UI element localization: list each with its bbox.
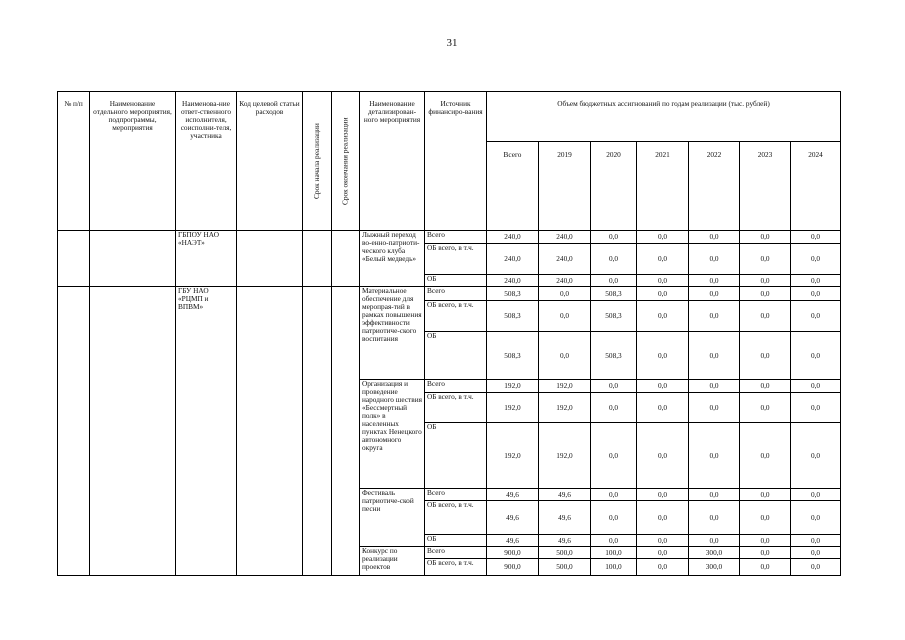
- cell-value: 0,0: [689, 380, 740, 393]
- cell-event: Материальное обеспечение для меропрая-тий в рамках повышения эффективности патриотиче-ского воспитания: [360, 287, 425, 380]
- cell-value: 0,0: [689, 275, 740, 287]
- cell-source: Всего: [425, 287, 487, 301]
- cell-source: ОБ всего, в т.ч.: [425, 559, 487, 576]
- cell-value: 0,0: [591, 489, 637, 501]
- cell-value: 0,0: [591, 501, 637, 535]
- cell-value: 0,0: [740, 535, 791, 547]
- cell-value: 192,0: [487, 393, 539, 423]
- cell-event: Лыжный переход во-енно-патриоти-ческого клуба «Белый медведь»: [360, 231, 425, 287]
- cell-value: 0,0: [740, 231, 791, 244]
- cell-value: 0,0: [740, 501, 791, 535]
- cell-value: 0,0: [689, 244, 740, 275]
- cell-value: 0,0: [591, 275, 637, 287]
- cell-value: 0,0: [740, 275, 791, 287]
- header-end: [332, 92, 360, 231]
- cell-source: Всего: [425, 380, 487, 393]
- cell-value: 49,6: [539, 501, 591, 535]
- cell-value: 0,0: [689, 501, 740, 535]
- cell-value: 0,0: [791, 380, 841, 393]
- cell-value: 0,0: [791, 547, 841, 559]
- cell-value: 0,0: [791, 489, 841, 501]
- cell-value: 49,6: [539, 535, 591, 547]
- cell-value: 0,0: [791, 332, 841, 380]
- cell-source: ОБ всего, в т.ч.: [425, 301, 487, 332]
- cell-value: 0,0: [637, 287, 689, 301]
- cell-value: 192,0: [539, 393, 591, 423]
- cell-end: [332, 287, 360, 576]
- table-row: [58, 287, 841, 301]
- cell-value: 0,0: [637, 393, 689, 423]
- cell-number: [58, 287, 90, 576]
- cell-value: 500,0: [539, 547, 591, 559]
- header-budget: Объем бюджетных ассигнований по годам реализации (тыс. рублей): [487, 92, 841, 142]
- cell-value: 508,3: [591, 332, 637, 380]
- cell-value: 0,0: [791, 244, 841, 275]
- header-end-label: Срок окончания реализации: [340, 117, 350, 205]
- cell-value: 0,0: [637, 275, 689, 287]
- cell-number: [58, 231, 90, 287]
- header-year-2022: 2022: [689, 142, 740, 231]
- header-year-2023: 2023: [740, 142, 791, 231]
- cell-source: Всего: [425, 231, 487, 244]
- header-code: Код целевой статьи расходов: [237, 92, 303, 231]
- cell-value: 0,0: [791, 275, 841, 287]
- cell-value: 0,0: [791, 423, 841, 489]
- cell-value: 192,0: [539, 380, 591, 393]
- header-row: [58, 92, 841, 142]
- cell-source: ОБ: [425, 535, 487, 547]
- cell-value: 240,0: [539, 244, 591, 275]
- cell-value: 49,6: [487, 501, 539, 535]
- cell-value: 0,0: [637, 423, 689, 489]
- cell-executor: ГБУ НАО «РЦМП и ВПВМ»: [176, 287, 237, 576]
- cell-value: 508,3: [487, 332, 539, 380]
- cell-value: 0,0: [791, 393, 841, 423]
- cell-executor: ГБПОУ НАО «НАЭТ»: [176, 231, 237, 287]
- table-row: [58, 231, 841, 244]
- cell-end: [332, 231, 360, 287]
- cell-value: 300,0: [689, 559, 740, 576]
- header-event: Наименование детализирован-ного мероприятия: [360, 92, 425, 231]
- cell-value: 0,0: [591, 244, 637, 275]
- cell-value: 0,0: [740, 393, 791, 423]
- cell-value: 0,0: [637, 535, 689, 547]
- cell-source: ОБ всего, в т.ч.: [425, 393, 487, 423]
- cell-value: 100,0: [591, 559, 637, 576]
- cell-value: 900,0: [487, 547, 539, 559]
- page-number: 31: [446, 37, 458, 49]
- cell-value: 100,0: [591, 547, 637, 559]
- cell-value: 0,0: [689, 231, 740, 244]
- cell-value: 192,0: [539, 423, 591, 489]
- cell-value: 240,0: [539, 231, 591, 244]
- cell-value: 0,0: [637, 301, 689, 332]
- header-number: № п/п: [58, 92, 90, 231]
- cell-event: Организация и проведение народного шествия «Бессмертный полк» в населенных пунктах Ненецкого автономного округа: [360, 380, 425, 489]
- cell-value: 0,0: [539, 332, 591, 380]
- cell-value: 0,0: [791, 287, 841, 301]
- cell-code: [237, 287, 303, 576]
- cell-value: 49,6: [539, 489, 591, 501]
- cell-name: [90, 231, 176, 287]
- cell-source: ОБ: [425, 275, 487, 287]
- cell-value: 192,0: [487, 380, 539, 393]
- header-executor: Наименова-ние ответ-ственного исполнителя, соисполни-теля, участника: [176, 92, 237, 231]
- cell-value: 0,0: [637, 332, 689, 380]
- header-year-2020: 2020: [591, 142, 637, 231]
- cell-value: 0,0: [740, 244, 791, 275]
- header-year-2019: 2019: [539, 142, 591, 231]
- cell-value: 0,0: [740, 332, 791, 380]
- cell-value: 0,0: [689, 535, 740, 547]
- cell-source: ОБ: [425, 332, 487, 380]
- cell-value: 0,0: [637, 489, 689, 501]
- cell-value: 0,0: [740, 547, 791, 559]
- cell-value: 0,0: [791, 559, 841, 576]
- cell-code: [237, 231, 303, 287]
- cell-start: [303, 231, 332, 287]
- cell-value: 0,0: [539, 287, 591, 301]
- cell-name: [90, 287, 176, 576]
- cell-source: ОБ всего, в т.ч.: [425, 501, 487, 535]
- cell-value: 0,0: [791, 231, 841, 244]
- cell-value: 0,0: [740, 301, 791, 332]
- cell-source: ОБ всего, в т.ч.: [425, 244, 487, 275]
- header-name: Наименование отдельного мероприятия, подпрограммы, мероприятия: [90, 92, 176, 231]
- cell-value: 0,0: [637, 547, 689, 559]
- cell-source: ОБ: [425, 423, 487, 489]
- cell-value: 508,3: [591, 287, 637, 301]
- header-year-2021: 2021: [637, 142, 689, 231]
- cell-value: 0,0: [740, 287, 791, 301]
- cell-value: 49,6: [487, 489, 539, 501]
- cell-value: 508,3: [487, 287, 539, 301]
- cell-value: 240,0: [539, 275, 591, 287]
- cell-value: 192,0: [487, 423, 539, 489]
- cell-value: 300,0: [689, 547, 740, 559]
- cell-source: Всего: [425, 489, 487, 501]
- cell-value: 0,0: [689, 287, 740, 301]
- cell-value: 0,0: [637, 244, 689, 275]
- cell-value: 0,0: [539, 301, 591, 332]
- cell-value: 0,0: [791, 535, 841, 547]
- cell-event: Фестиваль патриотиче-ской песни: [360, 489, 425, 547]
- header-source: Источник финансиро-вания: [425, 92, 487, 231]
- header-start: [303, 92, 332, 231]
- cell-value: 0,0: [689, 423, 740, 489]
- cell-value: 49,6: [487, 535, 539, 547]
- cell-start: [303, 287, 332, 576]
- cell-value: 0,0: [637, 559, 689, 576]
- cell-value: 508,3: [487, 301, 539, 332]
- header-year-2024: 2024: [791, 142, 841, 231]
- cell-value: 0,0: [740, 423, 791, 489]
- header-year-total: Всего: [487, 142, 539, 231]
- cell-value: 0,0: [591, 423, 637, 489]
- cell-value: 0,0: [591, 535, 637, 547]
- cell-value: 508,3: [591, 301, 637, 332]
- cell-source: Всего: [425, 547, 487, 559]
- cell-value: 0,0: [591, 380, 637, 393]
- cell-value: 0,0: [689, 332, 740, 380]
- cell-value: 500,0: [539, 559, 591, 576]
- cell-value: 240,0: [487, 231, 539, 244]
- budget-table: [57, 91, 841, 576]
- cell-value: 0,0: [689, 301, 740, 332]
- cell-event: Конкурс по реализации проектов: [360, 547, 425, 576]
- cell-value: 0,0: [740, 489, 791, 501]
- cell-value: 240,0: [487, 244, 539, 275]
- cell-value: 0,0: [591, 393, 637, 423]
- header-start-label: Срок начала реализации: [312, 123, 321, 199]
- cell-value: 0,0: [689, 489, 740, 501]
- cell-value: 0,0: [689, 393, 740, 423]
- cell-value: 0,0: [591, 231, 637, 244]
- cell-value: 0,0: [791, 301, 841, 332]
- cell-value: 0,0: [791, 501, 841, 535]
- cell-value: 900,0: [487, 559, 539, 576]
- cell-value: 0,0: [637, 231, 689, 244]
- cell-value: 0,0: [637, 501, 689, 535]
- cell-value: 0,0: [740, 380, 791, 393]
- cell-value: 240,0: [487, 275, 539, 287]
- cell-value: 0,0: [637, 380, 689, 393]
- cell-value: 0,0: [740, 559, 791, 576]
